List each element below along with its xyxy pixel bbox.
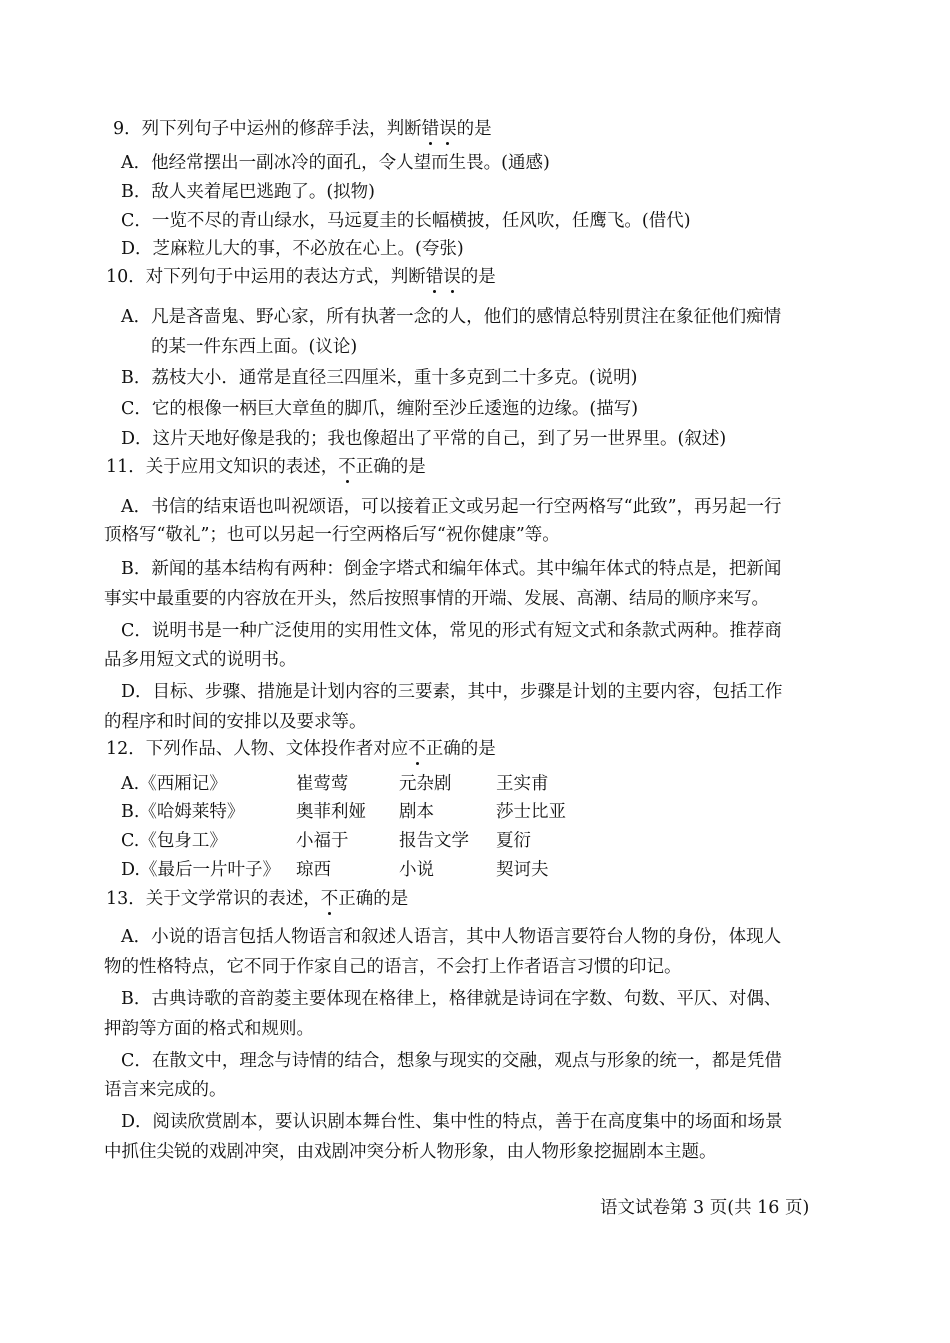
emphasis-mark: 误 — [443, 267, 461, 287]
work-title: B.《哈姆莱特》 — [121, 802, 245, 822]
question-11-option-a-line1: A．书信的结束语也叫祝颂语，可以接着正文或另起一行空两格写“此致”，再另起一行 — [121, 497, 782, 517]
question-10-option-b: B．荔枝大小．通常是直径三四厘米，重十多克到二十多克。(说明) — [121, 368, 638, 388]
emphasis-mark: 错 — [425, 267, 444, 287]
character: 奥菲利娅 — [296, 802, 366, 822]
question-11-option-c-line2: 品多用短文式的说明书。 — [104, 650, 297, 670]
emphasis-mark: 误 — [439, 119, 457, 139]
question-13-option-c-line2: 语言来完成的。 — [104, 1080, 227, 1100]
character: 小福于 — [296, 831, 349, 851]
question-11-option-a-line2: 顶格写“敬礼”；也可以另起一行空两格后写“祝你健康”等。 — [104, 525, 560, 545]
question-9-option-b: B．敌人夹着尾巴逃跑了。(拟物) — [121, 182, 376, 202]
question-10-option-c: C．它的根像一柄巨大章鱼的脚爪，缠附至沙丘逶迤的边缘。(描写) — [121, 399, 639, 419]
question-13-option-a-line1: A．小说的语言包括人物语言和叙述人语言，其中人物语言要符台人物的身份，体现人 — [121, 927, 782, 947]
author: 契诃夫 — [496, 860, 549, 880]
question-11-option-c-line1: C．说明书是一种广泛使用的实用性文体，常见的形式有短文式和条款式两种。推荐商 — [121, 621, 782, 641]
question-11-stem: 11．关于应用文知识的表述，不正确的是 — [106, 457, 426, 477]
question-13-option-d-line2: 中抓住尖锐的戏剧冲突，由戏剧冲突分析人物形象，由人物形象挖掘剧本主题。 — [104, 1142, 717, 1162]
author: 莎士比亚 — [496, 802, 566, 822]
work-title: A.《西厢记》 — [121, 774, 227, 794]
emphasis-mark: 错 — [421, 119, 440, 139]
work-title: D.《最后一片叶子》 — [121, 860, 280, 880]
genre: 报告文学 — [399, 831, 469, 851]
author: 王实甫 — [496, 774, 549, 794]
question-9-option-c: C．一览不尽的青山绿水，马远夏圭的长幅横披，任风吹，任鹰飞。(借代) — [121, 211, 691, 231]
question-10-option-a-line2: 的某一件东西上面。(议论) — [151, 337, 358, 357]
author: 夏衍 — [496, 831, 531, 851]
question-10-stem: 10．对下列句于中运用的表达方式，判断错误的是 — [106, 267, 496, 287]
question-13-option-a-line2: 物的性格特点，它不同于作家自己的语言，不会打上作者语言习惯的印记。 — [104, 957, 682, 977]
question-11-option-b-line2: 事实中最重要的内容放在开头，然后按照事情的开端、发展、高潮、结局的顺序来写。 — [104, 589, 769, 609]
question-11-option-d-line2: 的程序和时间的安排以及要求等。 — [104, 712, 367, 732]
question-11-option-b-line1: B．新闻的基本结构有两种：倒金字塔式和编年体式。其中编年体式的特点是，把新闻 — [121, 559, 782, 579]
work-title: C.《包身工》 — [121, 831, 227, 851]
question-9-option-a: A．他经常摆出一副冰冷的面孔，令人望而生畏。(通感) — [121, 153, 550, 173]
genre: 元杂剧 — [399, 774, 452, 794]
question-13-stem: 13．关于文学常识的表述，不正确的是 — [106, 889, 409, 909]
page-footer: 语文试卷第 3 页(共 16 页) — [600, 1198, 810, 1218]
question-12-stem: 12．下列作品、人物、文体投作者对应不正确的是 — [106, 739, 496, 759]
genre: 剧本 — [399, 802, 434, 822]
question-10-option-a-line1: A．凡是吝啬鬼、野心家，所有执著一念的人，他们的感情总特别贯注在象征他们痴情 — [121, 307, 782, 327]
character: 琼西 — [296, 860, 331, 880]
character: 崔莺莺 — [296, 774, 349, 794]
question-13-option-c-line1: C．在散文中，理念与诗情的结合，想象与现实的交融，观点与形象的统一，都是凭借 — [121, 1051, 782, 1071]
question-10-option-d: D．这片天地好像是我的；我也像超出了平常的自己，到了另一世界里。(叙述) — [121, 429, 727, 449]
emphasis-mark: 不 — [408, 739, 426, 759]
question-13-option-d-line1: D．阅读欣赏剧本，要认识剧本舞台性、集中性的特点，善于在高度集中的场面和场景 — [121, 1112, 783, 1132]
question-13-option-b-line2: 押韵等方面的格式和规则。 — [104, 1019, 314, 1039]
emphasis-mark: 不 — [320, 889, 339, 909]
question-9-option-d: D．芝麻粒儿大的事，不必放在心上。(夸张) — [121, 239, 464, 259]
genre: 小说 — [399, 860, 434, 880]
question-9-stem: 9．列下列句子中运州的修辞手法，判断错误的是 — [113, 119, 492, 139]
question-13-option-b-line1: B．古典诗歌的音韵菱主要体现在格律上，格律就是诗词在字数、句数、平仄、对偶、 — [121, 989, 782, 1009]
question-11-option-d-line1: D．目标、步骤、措施是计划内容的三要素，其中，步骤是计划的主要内容，包括工作 — [121, 682, 783, 702]
emphasis-mark: 不 — [338, 457, 356, 477]
